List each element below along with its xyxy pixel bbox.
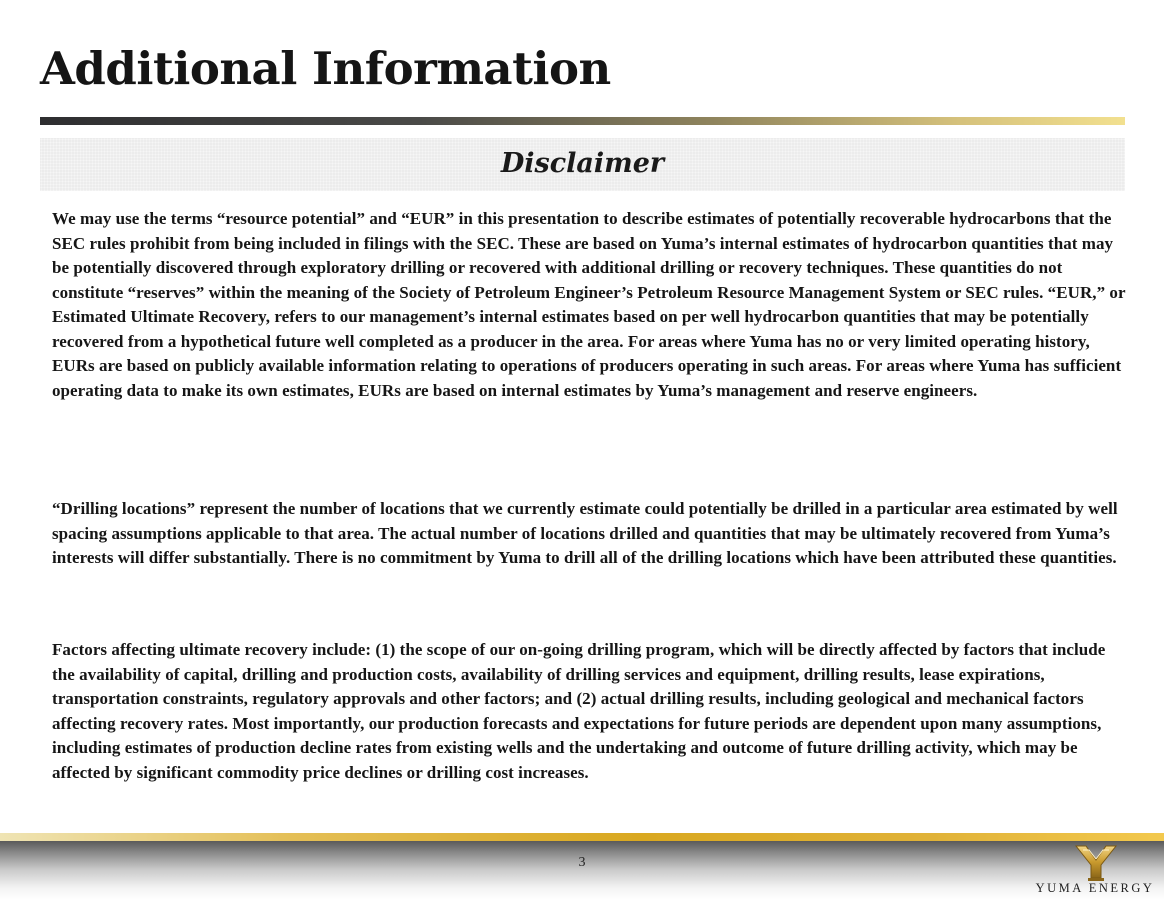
logo-wordmark: YUMA ENERGY xyxy=(1035,881,1155,895)
disclaimer-paragraph-drilling-locations: “Drilling locations” represent the number of locations that we currently estimate could potentially be drilled in a particular area estimated by well spacing assumptions applicable to that area. The actual number of locations drilled and quantities that may be ultimately recovered from Yuma’s interests will differ substantially. There is no commitment by Yuma to drill all of the drilling locations which have been attributed these quantities. xyxy=(52,499,1118,567)
footer-gold-stripe xyxy=(0,833,1164,841)
disclaimer-paragraph-resource-potential: We may use the terms “resource potential” and “EUR” in this presentation to describe estimates of potentially recoverable hydrocarbons that the SEC rules prohibit from being included in filings with the SEC. These are based on Yuma’s internal estimates of hydrocarbon quantities that may be potentially discovered through exploratory drilling or recovered with additional drilling or recovery techniques. These quantities do not constitute “reserves” within the meaning of the Society of Petroleum Engineer’s Petroleum Resource Management System or SEC rules. “EUR,” or Estimated Ultimate Recovery, refers to our management’s internal estimates based on per well hydrocarbon quantities that may be potentially recovered from a hypothetical future well completed as a producer in the area. For areas where Yuma has no or very limited operating history, EURs are based on publicly available information relating to operations of producers operating in such areas. For areas where Yuma has sufficient operating data to make its own estimates, EURs are based on internal estimates by Yuma’s management and reserve engineers. xyxy=(52,209,1126,400)
page-number: 3 xyxy=(578,855,586,870)
yuma-y-logo-icon xyxy=(1073,843,1119,883)
disclaimer-heading: Disclaimer xyxy=(500,148,665,179)
page-title: Additional Information xyxy=(40,42,611,95)
title-divider xyxy=(40,117,1125,125)
disclaimer-header-band xyxy=(40,138,1125,191)
company-logo xyxy=(1028,843,1162,898)
disclaimer-paragraph-recovery-factors: Factors affecting ultimate recovery include: (1) the scope of our on-going drilling program, which will be directly affected by factors that include the availability of capital, drilling and production costs, availability of drilling services and equipment, drilling results, lease expirations, transportation constraints, regulatory approvals and other factors; and (2) actual drilling results, including geological and mechanical factors affecting recovery rates. Most importantly, our production forecasts and expectations for future periods are dependent upon many assumptions, including estimates of production decline rates from existing wells and the undertaking and outcome of future drilling activity, which may be affected by significant commodity price declines or drilling cost increases. xyxy=(52,640,1106,782)
